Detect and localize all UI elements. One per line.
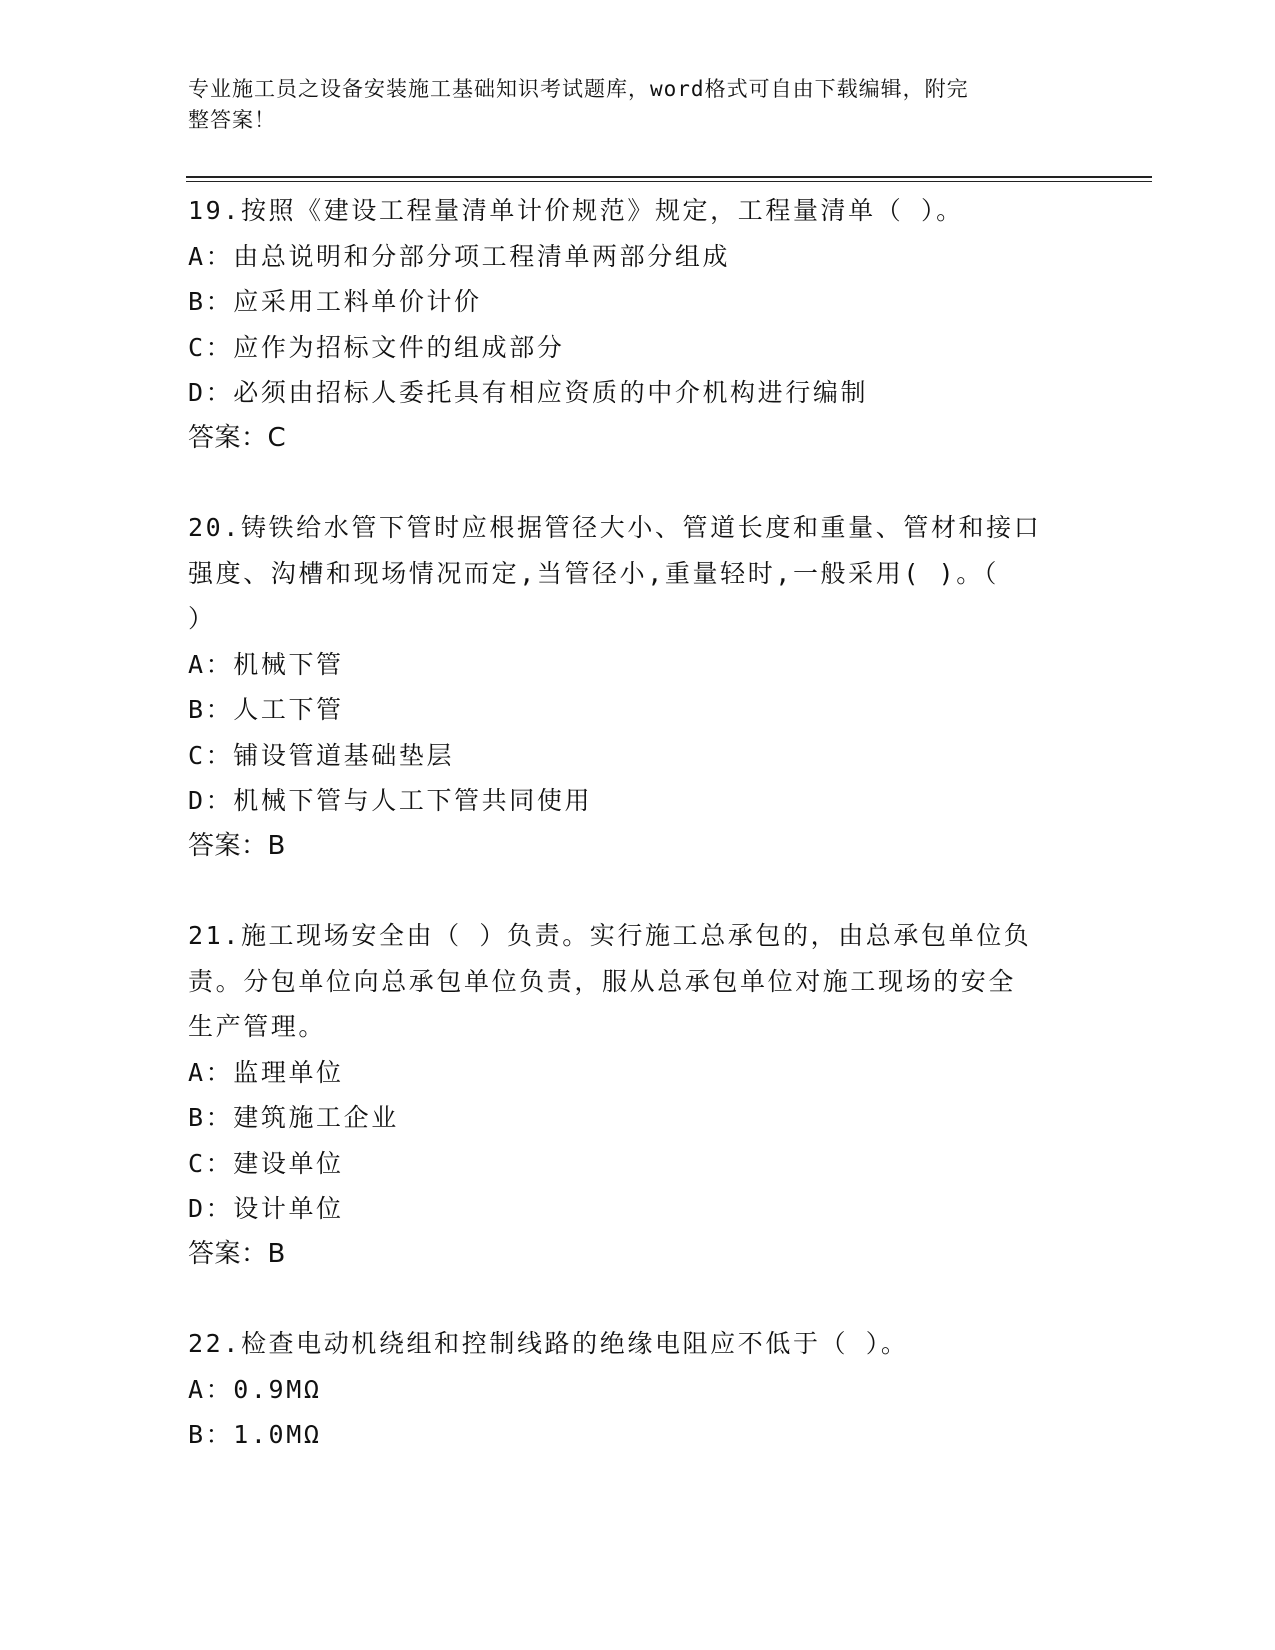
- question-spacer: [188, 869, 1088, 913]
- option-a: A：机械下管: [188, 649, 344, 679]
- option-b: B：应采用工料单价计价: [188, 287, 482, 316]
- option-b: B：1.0MΩ: [188, 1420, 322, 1449]
- question-spacer: [188, 461, 1088, 505]
- option-b: B：建筑施工企业: [188, 1103, 399, 1132]
- question-text-line-2: 责。分包单位向总承包单位负责，服从总承包单位对施工现场的安全: [188, 966, 1017, 996]
- question-20: [188, 505, 1088, 869]
- option-d: D：必须由招标人委托具有相应资质的中介机构进行编制: [188, 378, 869, 407]
- answer-line: 答案：C: [188, 422, 287, 453]
- question-text-line-2: 强度、沟槽和现场情况而定,当管径小,重量轻时,一般采用( )。（: [188, 558, 1000, 588]
- question-text-line-3: ）: [188, 604, 216, 633]
- option-a: A：监理单位: [188, 1057, 344, 1087]
- answer-line: 答案：B: [188, 830, 286, 861]
- header-line-1: 专业施工员之设备安装施工基础知识考试题库，word格式可自由下载编辑，附完: [188, 77, 969, 101]
- header-line-2: 整答案！: [188, 108, 276, 132]
- header-divider-thin: [186, 181, 1152, 182]
- question-21: [188, 913, 1088, 1277]
- question-19: [188, 188, 1088, 461]
- option-a: A：0.9MΩ: [188, 1374, 322, 1404]
- option-b: B：人工下管: [188, 695, 344, 724]
- question-text: 22.检查电动机绕组和控制线路的绝缘电阻应不低于（ ）。: [188, 1329, 909, 1358]
- question-text: 19.按照《建设工程量清单计价规范》规定，工程量清单（ ）。: [188, 196, 964, 225]
- question-text-line-1: 21.施工现场安全由（ ）负责。实行施工总承包的，由总承包单位负: [188, 921, 1032, 950]
- document-header: [188, 74, 1068, 136]
- option-c: C：应作为招标文件的组成部分: [188, 332, 565, 362]
- question-spacer: [188, 1277, 1088, 1321]
- option-c: C：建设单位: [188, 1148, 344, 1178]
- header-divider-thick: [186, 176, 1152, 178]
- question-text-line-1: 20.铸铁给水管下管时应根据管径大小、管道长度和重量、管材和接口: [188, 513, 1042, 542]
- answer-line: 答案：B: [188, 1238, 286, 1269]
- question-22: [188, 1321, 1088, 1458]
- question-text-line-3: 生产管理。: [188, 1012, 327, 1041]
- question-list: [188, 188, 1088, 1458]
- option-a: A：由总说明和分部分项工程清单两部分组成: [188, 241, 731, 271]
- option-d: D：设计单位: [188, 1194, 344, 1223]
- option-d: D：机械下管与人工下管共同使用: [188, 786, 593, 815]
- option-c: C：铺设管道基础垫层: [188, 740, 455, 770]
